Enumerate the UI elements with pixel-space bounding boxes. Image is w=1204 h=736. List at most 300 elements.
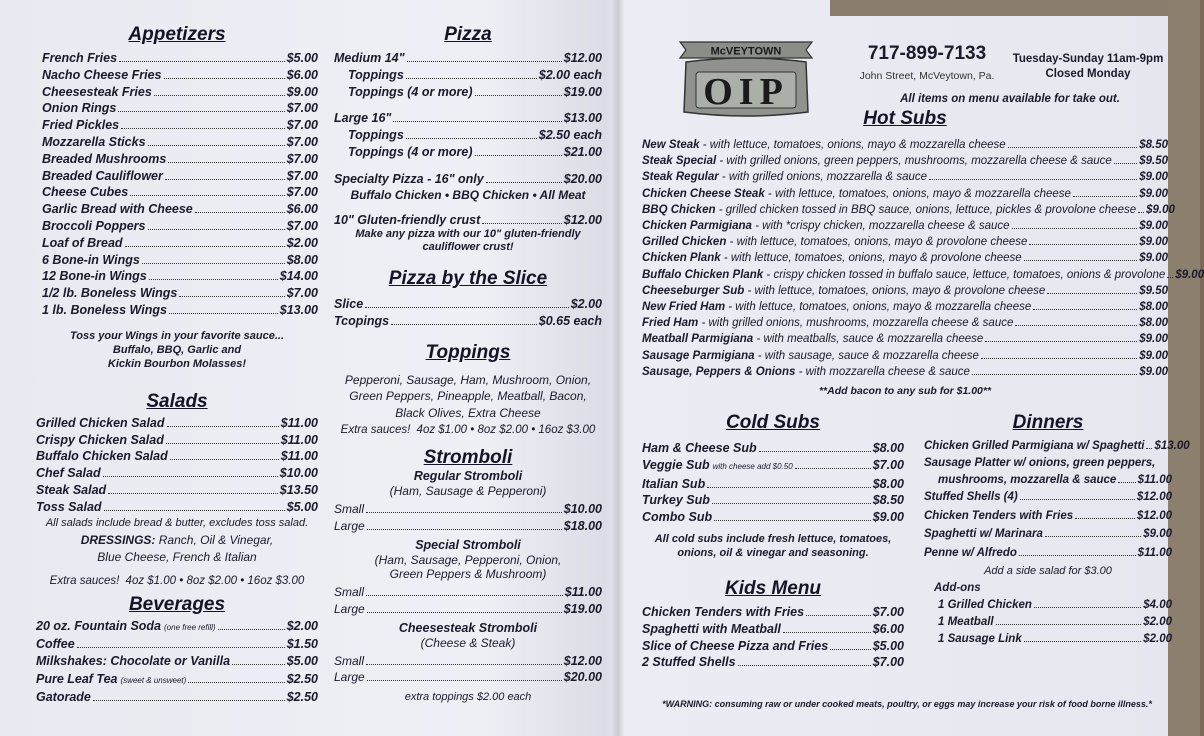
item-name — [42, 235, 123, 252]
salad-item — [36, 465, 318, 482]
cold-sub-item — [642, 440, 904, 457]
leader-dots — [366, 512, 562, 513]
item-name-text: Slice of Cheese Pizza and Fries — [642, 638, 829, 653]
item-price: $9.00 — [1139, 252, 1168, 265]
dressings-text-2: Blue Cheese, French & Italian — [97, 549, 257, 564]
logo-top-text: McVEYTOWN — [710, 45, 782, 58]
salads-heading: Salads — [146, 390, 208, 412]
item-price: $7.00 — [872, 604, 904, 619]
item-name — [924, 525, 1043, 544]
leader-dots — [170, 459, 279, 460]
item-price: $9.00 — [1139, 171, 1168, 184]
item-name: Large — [334, 601, 365, 616]
item-name — [42, 67, 162, 84]
hot-subs-list — [642, 137, 1204, 380]
item-price: $13.00 — [279, 302, 318, 317]
item-name — [642, 492, 710, 509]
item-price: $18.00 — [563, 519, 602, 534]
item-name: Toppings — [348, 128, 404, 143]
item-name — [924, 544, 1017, 563]
hours-open: Tuesday-Sunday 11am-9pm — [1012, 53, 1164, 65]
item-name-text: Mozzarella Sticks — [42, 134, 146, 149]
leader-dots — [366, 595, 563, 596]
item-name — [36, 465, 101, 482]
item-name-text: Buffalo Chicken Plank — [642, 268, 764, 281]
item-name — [642, 315, 1013, 331]
takeout-note: All items on menu available for take out. — [900, 93, 1120, 105]
cold-sub-item — [642, 476, 904, 493]
item-name-text: Breaded Mushrooms — [42, 151, 167, 166]
leader-dots — [714, 520, 871, 521]
item-price: $8.00 — [872, 441, 904, 455]
hot-sub-item — [642, 218, 1168, 234]
leader-dots — [1114, 163, 1137, 164]
item-price: $2.00 — [1143, 615, 1172, 628]
cold-sub-item — [642, 457, 904, 476]
item-price: $8.50 — [1139, 139, 1168, 151]
stromboli-extra-toppings: extra toppings $2.00 each — [404, 691, 532, 704]
hot-sub-item — [642, 202, 1175, 218]
cold-subs-list — [642, 440, 904, 526]
item-price: $8.50 — [872, 493, 904, 508]
dinner-item — [924, 438, 1190, 455]
leader-dots — [1075, 518, 1135, 519]
item-name: Chicken Grilled Parmigiana w/ Spaghetti — [924, 440, 1145, 452]
item-name: Large — [334, 519, 365, 534]
table-surface — [830, 0, 1200, 16]
leader-dots — [148, 145, 285, 146]
cheesesteak-stromboli-small — [334, 653, 602, 670]
leader-dots — [1167, 277, 1173, 278]
item-name: mushrooms, mozzarella & sauce — [938, 473, 1117, 486]
leader-dots — [391, 324, 537, 325]
leader-dots — [393, 121, 561, 122]
cold-sub-item — [642, 492, 904, 509]
item-name: Small — [334, 502, 365, 517]
hot-sub-item — [642, 283, 1168, 299]
wings-note-line: Buffalo, BBQ, Garlic and — [112, 343, 242, 356]
leader-dots — [1008, 147, 1138, 148]
kids-item — [642, 621, 904, 638]
leader-dots — [367, 529, 562, 530]
item-price: $11.00 — [280, 449, 318, 464]
leader-dots — [1033, 309, 1137, 310]
special-stromboli-desc: Green Peppers & Mushroom) — [389, 567, 547, 582]
leader-dots — [77, 647, 285, 648]
leader-dots — [104, 510, 285, 511]
item-price: $9.00 — [872, 510, 904, 525]
leader-dots — [783, 632, 871, 633]
item-name: Sausage Platter w/ onions, green peppers, — [924, 456, 1156, 469]
item-name — [642, 364, 970, 380]
item-price: $2.00 — [286, 618, 318, 633]
appetizer-item — [42, 100, 318, 117]
appetizer-item — [42, 268, 318, 285]
addon-item — [938, 614, 1172, 631]
item-price: $9.00 — [1139, 236, 1168, 249]
item-name — [938, 614, 994, 631]
item-price: $11.00 — [564, 585, 602, 600]
appetizer-item — [42, 302, 318, 319]
leader-dots — [475, 95, 562, 96]
item-name-text: Loaf of Bread — [42, 235, 123, 250]
item-price: $14.00 — [279, 269, 318, 284]
pizza-medium-toppings — [348, 67, 602, 84]
beverage-item — [36, 689, 318, 706]
item-name-text: Crispy Chicken Salad — [36, 432, 164, 447]
leader-dots — [406, 78, 537, 79]
cheesesteak-stromboli-desc: (Cheese & Steak) — [420, 635, 516, 650]
appetizer-item — [42, 252, 318, 269]
item-name-text: Chef Salad — [36, 466, 101, 481]
item-name — [36, 499, 102, 516]
leader-dots — [1047, 293, 1137, 294]
item-name-text: Breaded Cauliflower — [42, 168, 163, 183]
appetizer-item — [42, 84, 318, 101]
leader-dots — [148, 229, 285, 230]
dinners-section — [924, 412, 1190, 648]
item-name — [642, 509, 712, 526]
leader-dots — [806, 615, 871, 616]
item-name — [938, 631, 1022, 648]
item-description: - with lettuce, tomatoes, onions, mayo & mozzarella cheese — [725, 301, 1032, 314]
item-name-text: Coffee — [36, 636, 75, 651]
kids-item — [642, 604, 904, 621]
special-stromboli-large — [334, 601, 602, 618]
special-stromboli-desc: (Ham, Sausage, Pepperoni, Onion, — [374, 553, 562, 568]
wings-note-line: Kickin Bourbon Molasses! — [107, 357, 247, 370]
leader-dots — [165, 179, 285, 180]
appetizer-item — [42, 201, 318, 218]
dinner-item — [924, 525, 1172, 544]
leader-dots — [475, 155, 562, 156]
side-salad-note: Add a side salad for $3.00 — [984, 565, 1112, 578]
item-price: $7.00 — [286, 151, 318, 166]
leader-dots — [1034, 607, 1141, 608]
wings-note — [36, 329, 318, 371]
leader-dots — [195, 212, 285, 213]
hot-sub-item — [642, 169, 1168, 185]
dinner-item-line — [924, 455, 1172, 472]
leader-dots — [795, 468, 871, 469]
pizza-large — [334, 110, 602, 127]
extra-sauces-prices: 4oz $1.00 • 8oz $2.00 • 16oz $3.00 — [416, 424, 596, 437]
item-name — [642, 621, 781, 638]
slice-item — [334, 313, 602, 330]
item-price: $4.00 — [1143, 599, 1172, 612]
item-name-text: Milkshakes: Chocolate or Vanilla — [36, 654, 231, 669]
item-name — [642, 348, 979, 364]
salad-item — [36, 448, 318, 465]
item-name — [642, 267, 1165, 283]
leader-dots — [130, 195, 285, 196]
dinner-item — [938, 472, 1172, 489]
leader-dots — [125, 246, 285, 247]
item-price: $5.00 — [872, 638, 904, 653]
item-name: Add-ons — [934, 582, 981, 595]
item-name — [642, 654, 736, 671]
kids-list — [642, 604, 904, 671]
item-name — [642, 218, 1010, 234]
item-name-text: Sausage Parmigiana — [642, 349, 755, 362]
appetizer-item — [42, 168, 318, 185]
item-name-text: Grilled Chicken Salad — [36, 415, 165, 430]
item-price: $7.00 — [872, 655, 904, 670]
leader-dots — [108, 493, 278, 494]
appetizers-heading: Appetizers — [128, 24, 226, 45]
item-name-text: Fried Ham — [642, 317, 699, 330]
item-name — [42, 100, 116, 117]
item-name-text: Meatball Parmigiana — [642, 333, 754, 346]
item-name — [642, 137, 1006, 153]
item-name — [938, 597, 1032, 614]
item-name-text: Steak Salad — [36, 482, 107, 497]
item-name — [642, 440, 757, 457]
dinner-item — [924, 544, 1172, 563]
item-price: $9.00 — [1139, 333, 1168, 346]
leader-dots — [149, 279, 278, 280]
item-name — [924, 507, 1073, 526]
beverage-item — [36, 653, 318, 670]
hot-sub-item — [642, 234, 1168, 250]
item-price: $11.00 — [280, 415, 318, 430]
item-price: $7.00 — [286, 286, 318, 301]
leader-dots — [972, 374, 1137, 375]
salad-item — [36, 415, 318, 432]
hot-sub-item — [642, 137, 1168, 153]
leader-dots — [996, 624, 1142, 625]
item-price: $20.00 — [563, 171, 602, 186]
leader-dots — [142, 263, 285, 264]
item-name-text: Chicken Plank — [642, 252, 721, 265]
item-name — [642, 299, 1031, 315]
item-name — [36, 432, 164, 449]
item-name: Specialty Pizza - 16" only — [334, 171, 484, 186]
item-name — [42, 151, 166, 168]
item-name — [36, 448, 168, 465]
item-name-text: Toss Salad — [36, 499, 102, 514]
item-name-text: 12 Bone-in Wings — [42, 269, 147, 284]
appetizer-item — [42, 151, 318, 168]
toppings-heading: Toppings — [425, 341, 511, 363]
item-name-text: Steak Special — [642, 155, 717, 168]
item-price: $9.50 — [1139, 155, 1168, 168]
hot-sub-item — [642, 364, 1168, 380]
item-name — [642, 331, 983, 347]
item-price: $9.00 — [1143, 528, 1172, 541]
cold-sub-item — [642, 509, 904, 526]
appetizer-item — [42, 67, 318, 84]
item-name: Toppings (4 or more) — [348, 144, 473, 159]
pizza-medium — [334, 50, 602, 67]
pizza-medium-toppings-4 — [348, 84, 602, 101]
leader-dots — [367, 680, 562, 681]
item-price: $5.00 — [286, 499, 318, 514]
item-price: $19.00 — [563, 601, 602, 616]
item-name — [36, 689, 91, 706]
appetizer-item — [42, 285, 318, 302]
item-name — [642, 169, 927, 185]
item-price: $1.50 — [286, 636, 318, 651]
dressings-text: Ranch, Oil & Vinegar, — [158, 532, 274, 547]
item-price: $8.00 — [286, 252, 318, 267]
item-name — [334, 296, 363, 313]
item-name — [642, 234, 1027, 250]
item-name: Large — [334, 670, 365, 685]
pizza-gluten-friendly — [334, 212, 602, 229]
dinners-list — [924, 488, 1172, 562]
item-name — [36, 636, 75, 653]
left-column — [36, 24, 318, 707]
hot-subs-heading: Hot Subs — [863, 108, 947, 129]
table-surface-edge — [1168, 0, 1200, 736]
item-description: - with sausage, sauce & mozzarella cheese — [754, 349, 979, 362]
item-name — [42, 84, 152, 101]
leader-dots — [118, 111, 284, 112]
item-price: $10.00 — [563, 502, 602, 517]
appetizers-list — [42, 50, 318, 319]
item-price: $9.00 — [1146, 203, 1175, 216]
slice-item — [334, 296, 602, 313]
cold-subs-note: onions, oil & vinegar and seasoning. — [677, 546, 869, 559]
leader-dots — [1146, 448, 1152, 449]
item-price: $12.00 — [1136, 491, 1172, 504]
dressings-label: DRESSINGS: — [80, 532, 156, 547]
pizza-heading: Pizza — [444, 24, 492, 45]
item-name — [642, 457, 793, 476]
item-name — [642, 604, 804, 621]
hours-closed: Closed Monday — [1045, 68, 1131, 80]
hot-sub-item — [642, 299, 1168, 315]
leader-dots — [179, 296, 284, 297]
cold-subs-section — [642, 412, 904, 671]
item-name — [42, 134, 146, 151]
item-name: Small — [334, 653, 365, 668]
address: John Street, McVeytown, Pa. — [859, 70, 995, 82]
leader-dots — [167, 426, 279, 427]
item-name-text: Italian Sub — [642, 476, 706, 491]
leader-dots — [482, 223, 562, 224]
leader-dots — [707, 487, 871, 488]
regular-stromboli-desc: (Ham, Sausage & Pepperoni) — [389, 484, 547, 499]
item-price: $2.00 each — [538, 67, 602, 82]
middle-column — [334, 24, 602, 704]
salads-extra-sauces — [36, 574, 318, 588]
item-price: $9.00 — [1139, 365, 1168, 378]
leader-dots — [164, 78, 285, 79]
leader-dots — [168, 162, 284, 163]
item-name-text: Cheesesteak Fries — [42, 84, 152, 99]
extra-sauces-label: Extra sauces! — [49, 574, 120, 587]
appetizer-item — [42, 235, 318, 252]
regular-stromboli-small — [334, 501, 602, 518]
item-price: $11.00 — [1137, 473, 1172, 486]
item-price: $7.00 — [872, 457, 904, 472]
appetizer-item — [42, 117, 318, 134]
item-name — [36, 618, 216, 636]
pizza-specialty — [334, 171, 602, 188]
item-name-text: Onion Rings — [42, 101, 117, 116]
leader-dots — [166, 443, 279, 444]
item-description: - with lettuce, tomatoes, onions, mayo & mozzarella cheese — [764, 187, 1071, 200]
leader-dots — [1015, 325, 1137, 326]
item-name-text: 2 Stuffed Shells — [642, 655, 736, 670]
cheesesteak-stromboli-large — [334, 669, 602, 686]
leader-dots — [169, 313, 278, 314]
leader-dots — [103, 476, 278, 477]
hot-subs-section — [642, 108, 1204, 398]
item-price: $7.00 — [286, 101, 318, 116]
item-name — [42, 117, 119, 134]
item-name — [42, 285, 177, 302]
leader-dots — [1020, 499, 1135, 500]
item-name-text: 1 Sausage Link — [938, 632, 1022, 645]
item-price: $7.00 — [286, 118, 318, 133]
item-price: $11.00 — [280, 432, 318, 447]
item-price: $12.00 — [563, 51, 602, 65]
item-price: $13.00 — [563, 111, 602, 126]
leader-dots — [1138, 212, 1144, 213]
item-price: $7.00 — [286, 185, 318, 200]
item-description: - with mozzarella cheese & sauce — [795, 365, 970, 378]
appetizer-item — [42, 184, 318, 201]
item-price: $2.50 — [286, 690, 318, 705]
item-name — [42, 302, 167, 319]
leader-dots — [366, 664, 562, 665]
item-name-text: Grilled Chicken — [642, 236, 727, 249]
toppings-line: Black Olives, Extra Cheese — [395, 405, 541, 420]
item-description: - grilled chicken tossed in BBQ sauce, onions, lettuce, pickles & provolone cheese — [715, 203, 1137, 216]
appetizer-item — [42, 50, 318, 67]
leader-dots — [1073, 196, 1137, 197]
leader-dots — [119, 61, 285, 62]
extra-sauces-prices: 4oz $1.00 • 8oz $2.00 • 16oz $3.00 — [125, 574, 305, 587]
item-name — [36, 482, 106, 499]
item-name — [642, 153, 1112, 169]
item-name: 10" Gluten-friendly crust — [334, 212, 481, 227]
item-description: - with lettuce, tomatoes, onions, mayo & provolone cheese — [720, 252, 1022, 265]
leader-dots — [218, 629, 285, 630]
item-name-text: New Fried Ham — [642, 301, 726, 314]
pizza-large-toppings-4 — [348, 144, 602, 161]
contact-info — [842, 43, 1012, 82]
hot-sub-item — [642, 331, 1168, 347]
dinner-item — [924, 488, 1172, 507]
item-name — [42, 201, 193, 218]
hot-sub-item — [642, 186, 1168, 202]
regular-stromboli-large — [334, 518, 602, 535]
item-price: $7.00 — [286, 218, 318, 233]
hot-sub-item — [642, 250, 1168, 266]
item-price: $10.00 — [279, 466, 318, 481]
regular-stromboli-title: Regular Stromboli — [413, 469, 523, 484]
leader-dots — [1024, 260, 1138, 261]
toppings-line: Green Peppers, Pineapple, Meatball, Bacon, — [349, 389, 587, 404]
item-price: $0.65 each — [538, 314, 602, 329]
item-name-text: Tcopings — [334, 314, 390, 329]
item-note: (sweet & unsweet) — [120, 675, 187, 685]
item-description: - with *crispy chicken, mozzarella cheese & sauce — [751, 220, 1010, 233]
cheesesteak-stromboli-title: Cheesesteak Stromboli — [398, 620, 538, 635]
item-name-text: French Fries — [42, 51, 118, 65]
item-price: $7.00 — [286, 134, 318, 149]
item-name-text: 1 Grilled Chicken — [938, 599, 1032, 612]
food-safety-warning: *WARNING: consuming raw or under cooked meats, poultry, or eggs may increase your risk of food borne illness.* — [662, 699, 1152, 709]
item-name-text: Broccoli Poppers — [42, 218, 146, 233]
leader-dots — [232, 664, 285, 665]
item-name — [42, 50, 117, 67]
item-name-text: 6 Bone-in Wings — [42, 252, 140, 267]
